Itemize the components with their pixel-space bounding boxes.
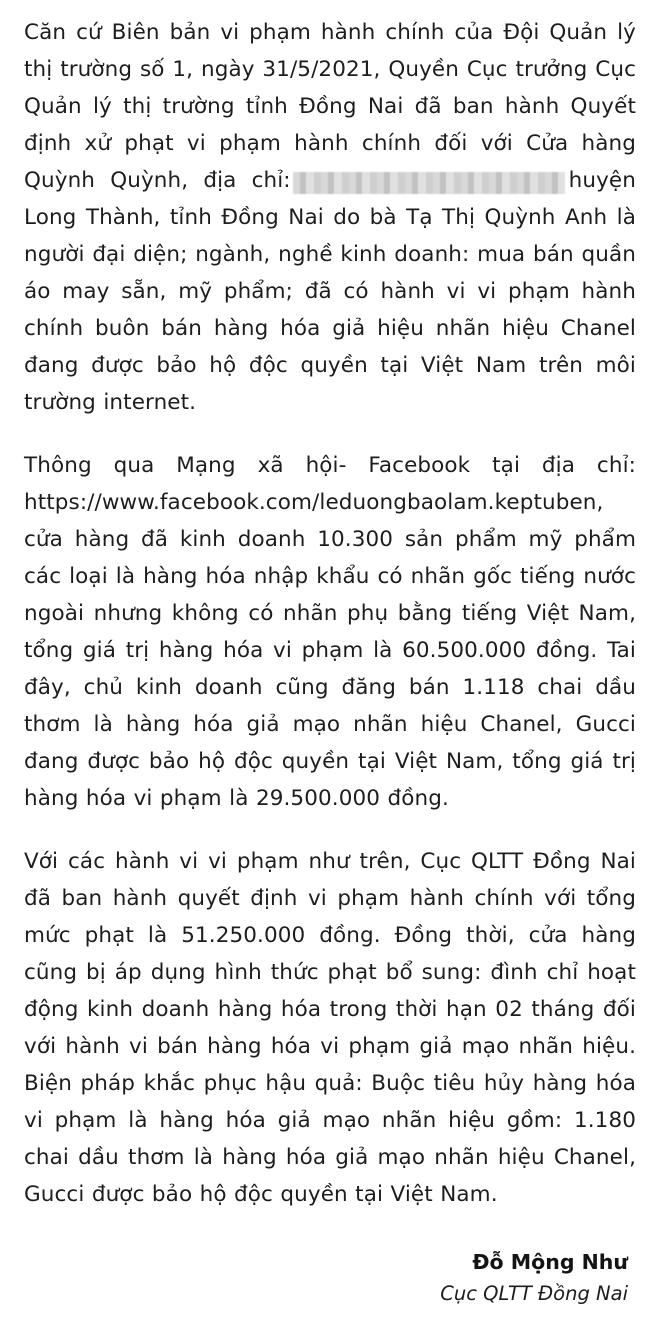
signature-block xyxy=(24,1247,636,1309)
paragraph-1-text-after-redaction: huyện Long Thành, tỉnh Đồng Nai do bà Tạ Thị Quỳnh Anh là người đại diện; ngành, nghề kinh doanh: mua bán quần áo may sẵn, mỹ phẩm; đã có hành vi vi phạm hành chính buôn bán hàng hóa giả hiệu nhãn hiệu Chanel đang được bảo hộ độc quyền tại Việt Nam trên môi trường internet. xyxy=(24,168,636,415)
paragraph-1 xyxy=(24,14,636,421)
redacted-address-block xyxy=(293,172,565,194)
paragraph-1-text-before-redaction: Căn cứ Biên bản vi phạm hành chính của Đội Quản lý thị trường số 1, ngày 31/5/2021, Quyền Cục trưởng Cục Quản lý thị trường tỉnh Đồng Nai đã ban hành Quyết định xử phạt vi phạm hành chính đối với Cửa hàng Quỳnh Quỳnh, địa chỉ: xyxy=(24,20,636,193)
signature-name: Đỗ Mộng Như xyxy=(472,1250,628,1274)
signature-title: Cục QLTT Đồng Nai xyxy=(440,1282,628,1305)
paragraph-3: Với các hành vi vi phạm như trên, Cục QLTT Đồng Nai đã ban hành quyết định vi phạm hành chính với tổng mức phạt là 51.250.000 đồng. Đồng thời, cửa hàng cũng bị áp dụng hình thức phạt bổ sung: đình chỉ hoạt động kinh doanh hàng hóa trong thời hạn 02 tháng đối với hành vi bán hàng hóa vi phạm giả mạo nhãn hiệu. Biện pháp khắc phục hậu quả: Buộc tiêu hủy hàng hóa vi phạm là hàng hóa giả mạo nhãn hiệu gồm: 1.180 chai dầu thơm là hàng hóa giả mạo nhãn hiệu Chanel, Gucci được bảo hộ độc quyền tại Việt Nam. xyxy=(24,849,636,1207)
paragraph-2: Thông qua Mạng xã hội- Facebook tại địa chỉ: https://www.facebook.com/leduongbaolam.keptuben, cửa hàng đã kinh doanh 10.300 sản phẩm mỹ phẩm các loại là hàng hóa nhập khẩu có nhãn gốc tiếng nước ngoài nhưng không có nhãn phụ bằng tiếng Việt Nam, tổng giá trị hàng hóa vi phạm là 60.500.000 đồng. Tai đây, chủ kinh doanh cũng đăng bán 1.118 chai dầu thơm là hàng hóa giả mạo nhãn hiệu Chanel, Gucci đang được bảo hộ độc quyền tại Việt Nam, tổng giá trị hàng hóa vi phạm là 29.500.000 đồng. xyxy=(24,453,636,811)
